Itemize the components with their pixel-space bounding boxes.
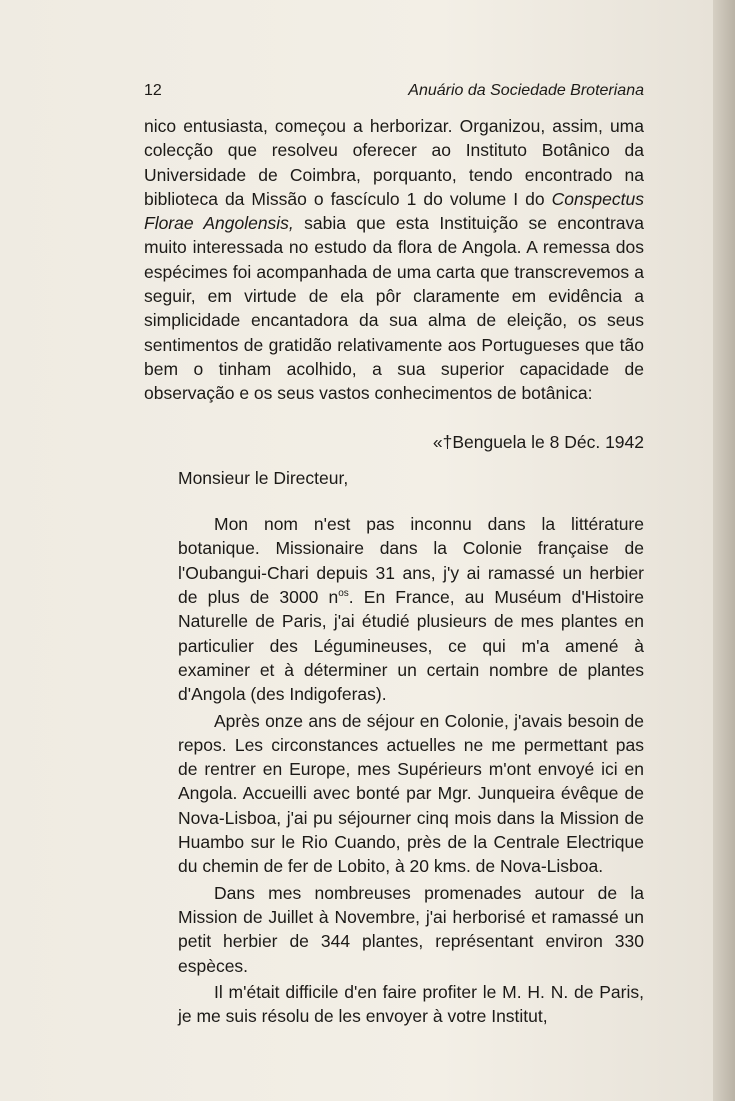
- intro-text-2: sabia que esta Instituição se encontrava muito interessada no estudo da flora de Angola. A remessa dos espécimes foi acompanhada de uma carta que transcrevemos a seguir, em virtude de ela pôr claramente em evidência a simplicidade encantadora da sua alma de eleição, os seus sentimentos de gratidão relativamente aos Portugueses que tão bem o tinham acolhido, a sua superior capacidade de observação e os seus vastos conhecimentos de botânica:: [144, 213, 644, 404]
- intro-italic-title: Conspectus Florae Angolensis,: [144, 188, 644, 234]
- letter-p1-superscript: os: [338, 588, 349, 600]
- letter-paragraph-1: [178, 512, 644, 706]
- letter-paragraph-2: Après onze ans de séjour en Colonie, j'avais besoin de repos. Les circonstances actuelles ne me permettant pas de rentrer en Europe, mes Supérieurs m'ont envoyé ici en Angola. Accueilli avec bonté par Mgr. Junqueira évêque de Nova-Lisboa, j'ai pu séjourner cinq mois dans la Mission de Huambo sur le Rio Cuando, près de la Centrale Electrique du chemin de fer de Lobito, à 20 kms. de Nova-Lisboa.: [178, 710, 644, 877]
- intro-paragraph: [144, 114, 644, 406]
- letter-p1-text-b: . En France, au Muséum d'Histoire Naturelle de Paris, j'ai étudié plusieurs de mes plantes en particulier des Légumineuses, ce qui m'a amené à examiner et à déterminer un certain nombre de plantes d'Angola (des Indigoferas).: [178, 587, 644, 705]
- page-edge: [713, 0, 735, 1101]
- letter-paragraph-3: Dans mes nombreuses promenades autour de la Mission de Juillet à Novembre, j'ai herborisé et ramassé un petit herbier de 344 plantes, représentant environ 330 espèces.: [178, 882, 644, 976]
- letter-dateline: «†Benguela le 8 Déc. 1942: [432, 431, 644, 452]
- running-header: [144, 82, 644, 106]
- letter-p1-text-a: Mon nom n'est pas inconnu dans la littérature botanique. Missionaire dans la Colonie française de l'Oubangui-Chari depuis 31 ans, j'y ai ramassé un herbier de plus de 3000 n: [178, 514, 644, 608]
- page-body: [144, 114, 644, 1028]
- page-number: 12: [144, 82, 162, 99]
- letter-salutation: Monsieur le Directeur,: [178, 467, 349, 488]
- intro-text-1: nico entusiasta, começou a herborizar. Organizou, assim, uma colecção que resolveu oferecer ao Instituto Botânico da Universidade de Coimbra, porquanto, tendo encontrado na biblioteca da Missão o fascículo 1 do volume I do: [144, 116, 644, 209]
- running-title: Anuário da Sociedade Broteriana: [408, 82, 644, 99]
- letter-paragraph-4: Il m'était difficile d'en faire profiter le M. H. N. de Paris, je me suis résolu de les envoyer à votre Institut,: [178, 981, 644, 1027]
